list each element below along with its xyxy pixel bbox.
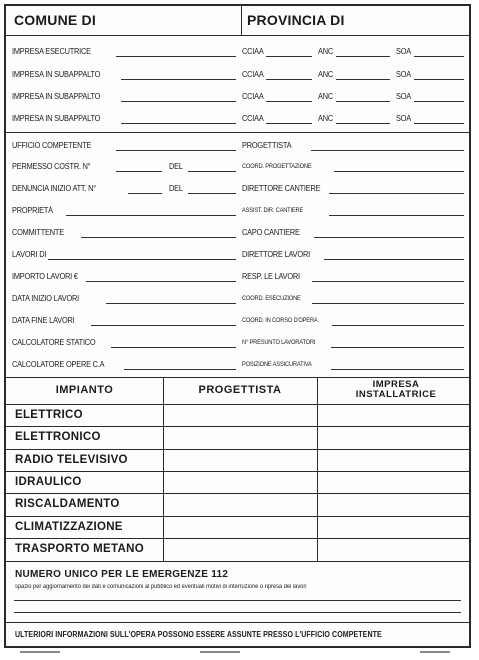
table-row-rule [6,471,469,472]
detail-right-label: PROGETTISTA [242,141,292,150]
detail-left-label: DENUNCIA INIZIO ATT. N° [12,184,97,193]
detail-left-label: CALCOLATORE STATICO [12,338,96,347]
emergency-bottom-rule [6,622,469,623]
soa-label: SOA [396,114,411,123]
detail-right-line [329,193,464,194]
detail-left-label: COMMITTENTE [12,228,64,237]
cciaa-line [266,56,312,57]
detail-left-line [116,150,236,151]
detail-left-label: PROPRIETÀ [12,206,53,215]
impresa-label: IMPRESA IN SUBAPPALTO [12,114,101,123]
anc-line [336,56,390,57]
impresa-label: IMPRESA IN SUBAPPALTO [12,70,101,79]
impresa-line [121,79,236,80]
detail-right-line [314,237,464,238]
detail-right-label: POSIZIONE ASSICURATIVA [242,361,312,368]
construction-site-sign [4,4,471,648]
detail-right-label: COORD. ESECUZIONE [242,295,301,302]
detail-left-line [81,237,236,238]
table-row-rule [6,449,469,450]
table-row-rule [6,538,469,539]
impianto-row-label: CLIMATIZZAZIONE [15,521,123,533]
impresa-label: IMPRESA IN SUBAPPALTO [12,92,101,101]
detail-right-line [331,369,464,370]
col-progettista: PROGETTISTA [198,384,282,396]
cciaa-line [266,101,312,102]
detail-right-label: N° PRESUNTO LAVORATORI [242,339,316,346]
del-label: DEL [169,184,183,193]
detail-right-label: COORD. PROGETTAZIONE [242,163,312,170]
detail-right-label: DIRETTORE LAVORI [242,250,310,259]
cut-mark [200,651,240,653]
comune-label: COMUNE DI [14,12,96,28]
del-label: DEL [169,162,183,171]
detail-right-line [331,347,464,348]
anc-line [336,79,390,80]
detail-left-line [66,215,236,216]
impresa-label: IMPRESA ESECUTRICE [12,47,91,56]
detail-left-line [86,281,236,282]
detail-right-line [334,171,464,172]
soa-line [414,101,464,102]
detail-left-label: UFFICIO COMPETENTE [12,141,92,150]
table-row-rule [6,493,469,494]
emergency-write-line-1 [14,600,461,601]
emergency-write-line-2 [14,612,461,613]
detail-left-line [124,369,236,370]
detail-right-line [312,281,464,282]
detail-right-line [332,325,464,326]
impianto-row-label: RISCALDAMENTO [15,498,120,510]
detail-right-label: RESP. LE LAVORI [242,272,300,281]
impresa-line [121,123,236,124]
detail-left-line [106,303,236,304]
anc-label: ANC [318,70,333,79]
soa-line [414,123,464,124]
impianto-row-label: RADIO TELEVISIVO [15,454,128,466]
impianto-row-label: TRASPORTO METANO [15,543,144,555]
table-row-rule [6,516,469,517]
cciaa-line [266,79,312,80]
impianto-row-label: ELETTRICO [15,409,83,421]
detail-left-label: DATA FINE LAVORI [12,316,75,325]
cciaa-label: CCIAA [242,114,264,123]
cut-mark [20,651,60,653]
table-bottom-rule [6,561,469,562]
cciaa-label: CCIAA [242,70,264,79]
soa-line [414,79,464,80]
detail-right-label: ASSIST. DIR. CANTIERE [242,207,304,214]
soa-label: SOA [396,47,411,56]
col-impresa-installatrice: IMPRESA INSTALLATRICE [355,379,437,400]
anc-line [336,101,390,102]
del-line [188,171,236,172]
detail-right-label: CAPO CANTIERE [242,228,300,237]
detail-left-label: DATA INIZIO LAVORI [12,294,80,303]
footer-note: ULTERIORI INFORMAZIONI SULL'OPERA POSSONO ESSERE ASSUNTE PRESSO L'UFFICIO COMPETENTE [15,630,382,639]
detail-right-line [329,215,464,216]
detail-right-label: DIRETTORE CANTIERE [242,184,321,193]
anc-label: ANC [318,47,333,56]
detail-right-line [311,150,464,151]
provincia-label: PROVINCIA DI [247,12,345,28]
emergency-number-title: NUMERO UNICO PER LE EMERGENZE 112 [15,569,229,580]
detail-left-line [48,259,236,260]
imprese-bottom-rule [6,132,469,133]
anc-label: ANC [318,114,333,123]
impresa-line [116,56,236,57]
soa-label: SOA [396,92,411,101]
soa-label: SOA [396,70,411,79]
emergency-subtitle: spazio per aggiornamento dei dati e comunicazioni al pubblico ed eventuali motivi di interruzione o ripresa dei lavori [15,584,307,590]
del-line [188,193,236,194]
detail-right-line [324,259,464,260]
cciaa-label: CCIAA [242,92,264,101]
cciaa-label: CCIAA [242,47,264,56]
detail-right-label: COORD. IN CORSO D'OPERA [242,317,318,324]
detail-left-label: LAVORI DI [12,250,47,259]
detail-left-line [91,325,236,326]
impresa-line [121,101,236,102]
header-divider [241,6,242,36]
details-bottom-rule [6,377,469,378]
detail-left-line [128,193,162,194]
anc-label: ANC [318,92,333,101]
anc-line [336,123,390,124]
cciaa-line [266,123,312,124]
header-bottom-rule [6,35,469,36]
detail-left-line [111,347,236,348]
detail-left-label: CALCOLATORE OPERE C.A [12,360,105,369]
detail-left-label: PERMESSO COSTR. N° [12,162,91,171]
impianto-row-label: IDRAULICO [15,476,82,488]
detail-right-line [312,303,464,304]
detail-left-label: IMPORTO LAVORI € [12,272,78,281]
table-header-rule [6,404,469,405]
col-impianto: IMPIANTO [55,384,114,396]
cut-mark [420,651,450,653]
detail-left-line [116,171,162,172]
table-row-rule [6,426,469,427]
impianto-row-label: ELETTRONICO [15,431,101,443]
soa-line [414,56,464,57]
